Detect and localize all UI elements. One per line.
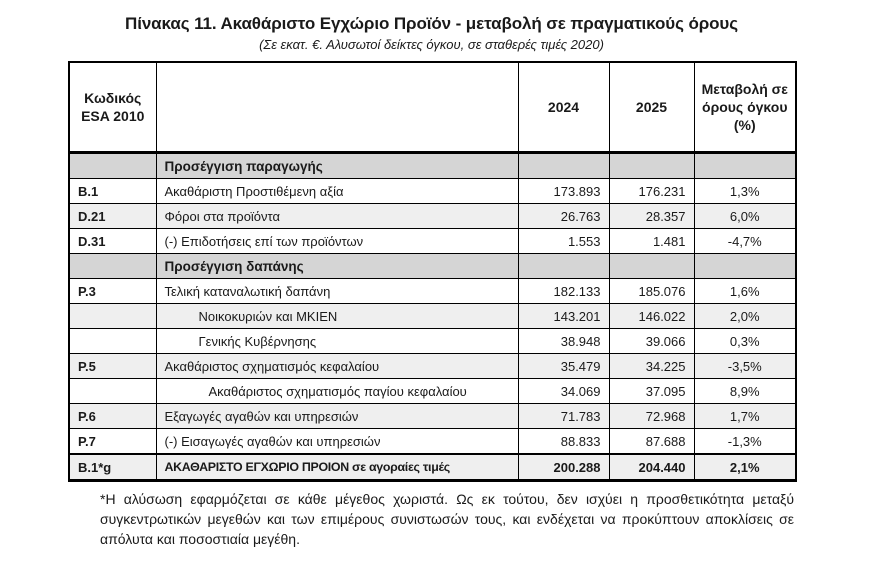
cell-description: Τελική καταναλωτική δαπάνη — [156, 279, 518, 304]
header-2024: 2024 — [518, 62, 609, 153]
header-2025: 2025 — [609, 62, 694, 153]
header-description — [156, 62, 518, 153]
cell-2024: 173.893 — [518, 179, 609, 204]
cell-code: P.7 — [69, 429, 156, 455]
cell-description: Εξαγωγές αγαθών και υπηρεσιών — [156, 404, 518, 429]
cell-code — [69, 379, 156, 404]
table-header — [69, 62, 796, 153]
cell-change — [694, 153, 796, 179]
cell-code — [69, 304, 156, 329]
table-row — [69, 404, 796, 429]
cell-description: Ακαθάριστος σχηματισμός παγίου κεφαλαίου — [156, 379, 518, 404]
cell-code: P.5 — [69, 354, 156, 379]
total-row — [69, 454, 796, 481]
table-row — [69, 204, 796, 229]
cell-description: (-) Επιδοτήσεις επί των προϊόντων — [156, 229, 518, 254]
cell-2024: 26.763 — [518, 204, 609, 229]
cell-code: P.3 — [69, 279, 156, 304]
gdp-table — [68, 61, 797, 482]
table-row — [69, 229, 796, 254]
cell-2025: 204.440 — [609, 454, 694, 481]
cell-2025: 185.076 — [609, 279, 694, 304]
cell-code: B.1*g — [69, 454, 156, 481]
section-row — [69, 153, 796, 179]
page-subtitle: (Σε εκατ. €. Αλυσωτοί δείκτες όγκου, σε σταθερές τιμές 2020) — [259, 37, 604, 53]
table-row — [69, 304, 796, 329]
document-page — [68, 0, 795, 549]
table-row — [69, 429, 796, 455]
cell-2025: 146.022 — [609, 304, 694, 329]
table-body — [69, 153, 796, 481]
cell-change: -4,7% — [694, 229, 796, 254]
cell-change: 2,0% — [694, 304, 796, 329]
cell-description: Ακαθάριστη Προστιθέμενη αξία — [156, 179, 518, 204]
cell-code — [69, 329, 156, 354]
cell-change: 8,9% — [694, 379, 796, 404]
cell-2025: 28.357 — [609, 204, 694, 229]
header-change: Μεταβολή σε όρους όγκου (%) — [694, 62, 796, 153]
cell-2025: 72.968 — [609, 404, 694, 429]
cell-2024: 71.783 — [518, 404, 609, 429]
cell-description: Ακαθάριστος σχηματισμός κεφαλαίου — [156, 354, 518, 379]
cell-2025 — [609, 153, 694, 179]
cell-2025 — [609, 254, 694, 279]
cell-description: ΑΚΑΘΑΡΙΣΤΟ ΕΓΧΩΡΙΟ ΠΡΟΙΟΝ σε αγοραίες τιμές — [156, 454, 518, 481]
cell-2024: 88.833 — [518, 429, 609, 455]
cell-change: 6,0% — [694, 204, 796, 229]
page-title: Πίνακας 11. Ακαθάριστο Εγχώριο Προϊόν - μεταβολή σε πραγματικούς όρους — [125, 14, 738, 33]
cell-code: P.6 — [69, 404, 156, 429]
cell-change: -3,5% — [694, 354, 796, 379]
cell-change: 1,6% — [694, 279, 796, 304]
table-row — [69, 279, 796, 304]
table-row — [69, 354, 796, 379]
cell-2025: 87.688 — [609, 429, 694, 455]
cell-2024: 35.479 — [518, 354, 609, 379]
section-row — [69, 254, 796, 279]
cell-description: Γενικής Κυβέρνησης — [156, 329, 518, 354]
cell-change: 1,7% — [694, 404, 796, 429]
cell-change: 2,1% — [694, 454, 796, 481]
cell-2025: 1.481 — [609, 229, 694, 254]
header-code: Κωδικός ESA 2010 — [69, 62, 156, 153]
cell-2025: 39.066 — [609, 329, 694, 354]
cell-2024 — [518, 254, 609, 279]
cell-description: Φόροι στα προϊόντα — [156, 204, 518, 229]
footnote: *Η αλύσωση εφαρμόζεται σε κάθε μέγεθος χωριστά. Ως εκ τούτου, δεν ισχύει η προσθετικότητα μεταξύ συγκεντρωτικών μεγεθών και των επιμέρους συνιστωσών τους, και ενδέχεται να προκύπτουν αποκλίσεις σε απόλυτα και ποσοστιαία μεγέθη. — [100, 491, 794, 548]
cell-2025: 176.231 — [609, 179, 694, 204]
cell-2025: 34.225 — [609, 354, 694, 379]
cell-2024: 143.201 — [518, 304, 609, 329]
cell-code — [69, 153, 156, 179]
cell-description: Προσέγγιση δαπάνης — [156, 254, 518, 279]
cell-code: D.21 — [69, 204, 156, 229]
cell-description: (-) Εισαγωγές αγαθών και υπηρεσιών — [156, 429, 518, 455]
cell-2024 — [518, 153, 609, 179]
table-row — [69, 179, 796, 204]
cell-change — [694, 254, 796, 279]
cell-2024: 200.288 — [518, 454, 609, 481]
table-row — [69, 329, 796, 354]
cell-code — [69, 254, 156, 279]
cell-change: -1,3% — [694, 429, 796, 455]
cell-code: B.1 — [69, 179, 156, 204]
cell-2024: 34.069 — [518, 379, 609, 404]
cell-change: 0,3% — [694, 329, 796, 354]
cell-2024: 1.553 — [518, 229, 609, 254]
cell-change: 1,3% — [694, 179, 796, 204]
cell-description: Προσέγγιση παραγωγής — [156, 153, 518, 179]
cell-2024: 38.948 — [518, 329, 609, 354]
header-row — [69, 62, 796, 153]
cell-2024: 182.133 — [518, 279, 609, 304]
cell-code: D.31 — [69, 229, 156, 254]
table-row — [69, 379, 796, 404]
cell-description: Νοικοκυριών και ΜΚΙΕΝ — [156, 304, 518, 329]
cell-2025: 37.095 — [609, 379, 694, 404]
